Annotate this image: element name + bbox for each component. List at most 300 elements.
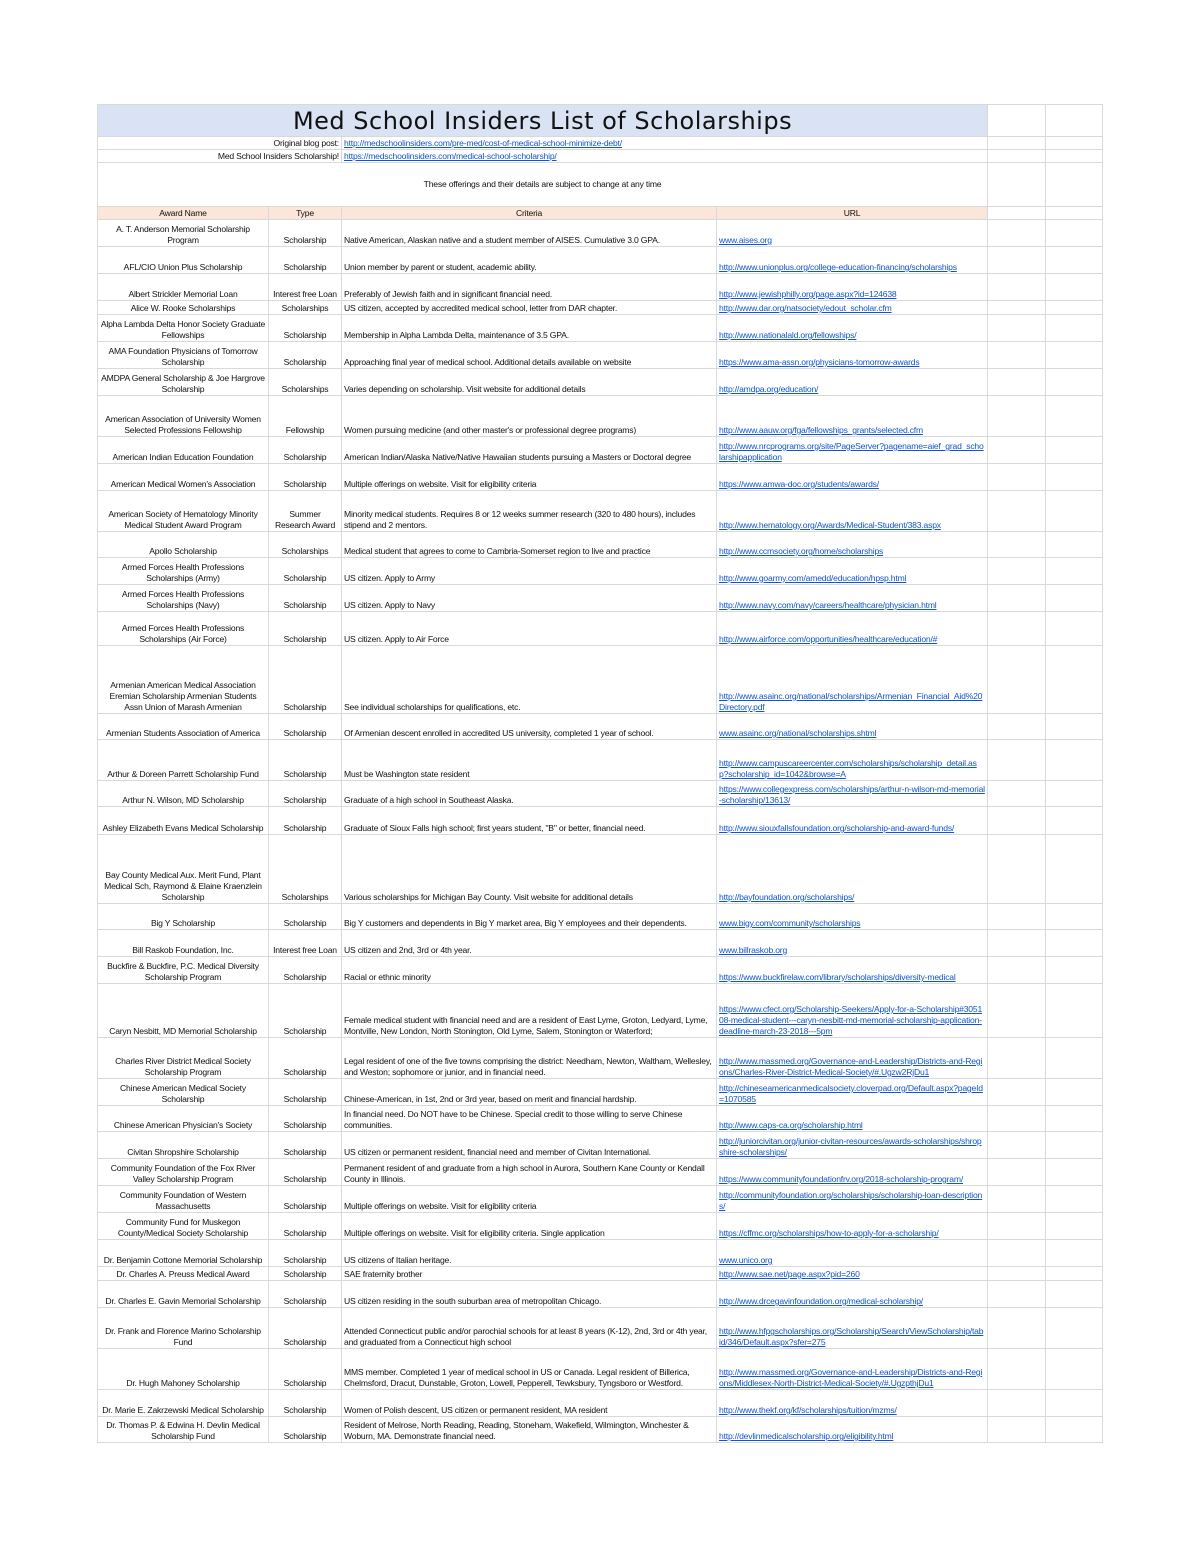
- award-name-cell: Dr. Charles A. Preuss Medical Award: [98, 1267, 269, 1281]
- url-cell: [717, 835, 988, 904]
- empty-cell: [1046, 930, 1103, 957]
- table-row: [98, 491, 1103, 532]
- empty-cell: [1046, 1417, 1103, 1443]
- empty-cell: [988, 807, 1046, 835]
- empty-cell: [1046, 1159, 1103, 1186]
- table-row: [98, 612, 1103, 646]
- criteria-cell: See individual scholarships for qualifications, etc.: [342, 646, 717, 714]
- table-row: [98, 740, 1103, 781]
- scholarship-table: [97, 104, 1103, 1443]
- empty-cell: [1046, 1390, 1103, 1417]
- scholarship-sheet: [97, 104, 1102, 1443]
- empty-cell: [1046, 301, 1103, 315]
- url-cell: [717, 369, 988, 396]
- table-row: [98, 558, 1103, 585]
- empty-cell: [1046, 781, 1103, 807]
- scholarship-url-link[interactable]: http://www.campuscareercenter.com/scholarships/scholarship_detail.asp?scholarship_id=1042&browse=A: [719, 758, 977, 779]
- criteria-cell: Resident of Melrose, North Reading, Reading, Stoneham, Wakefield, Wilmington, Winchester & Woburn, MA. Demonstrate financial need.: [342, 1417, 717, 1443]
- scholarship-url-link[interactable]: https://www.buckfirelaw.com/library/scholarships/diversity-medical: [719, 972, 956, 982]
- empty-cell: [1046, 247, 1103, 274]
- scholarship-url-link[interactable]: http://www.goarmy.com/amedd/education/hpsp.html: [719, 573, 907, 583]
- award-name-cell: Community Fund for Muskegon County/Medical Society Scholarship: [98, 1213, 269, 1240]
- criteria-cell: Approaching final year of medical school. Additional details available on website: [342, 342, 717, 369]
- empty-cell: [988, 1349, 1046, 1390]
- criteria-cell: In financial need. Do NOT have to be Chinese. Special credit to those willing to serve Chinese communities.: [342, 1106, 717, 1132]
- empty-cell: [988, 342, 1046, 369]
- type-cell: Scholarship: [269, 1281, 342, 1308]
- type-cell: Scholarship: [269, 558, 342, 585]
- scholarship-url-link[interactable]: www.bigy.com/community/scholarships: [719, 918, 861, 928]
- type-cell: Scholarship: [269, 220, 342, 247]
- table-row: [98, 807, 1103, 835]
- scholarship-url-link[interactable]: http://www.drcegavinfoundation.org/medical-scholarship/: [719, 1296, 923, 1306]
- award-name-cell: Bay County Medical Aux. Merit Fund, Plant Medical Sch, Raymond & Elaine Kraenzlein Scholarship: [98, 835, 269, 904]
- empty-cell: [1046, 646, 1103, 714]
- criteria-cell: SAE fraternity brother: [342, 1267, 717, 1281]
- empty-cell: [988, 220, 1046, 247]
- criteria-cell: Women pursuing medicine (and other master's or professional degree programs): [342, 396, 717, 437]
- url-cell: [717, 342, 988, 369]
- empty-cell: [1046, 1281, 1103, 1308]
- criteria-cell: Union member by parent or student, academic ability.: [342, 247, 717, 274]
- criteria-cell: US citizen. Apply to Navy: [342, 585, 717, 612]
- table-row: [98, 585, 1103, 612]
- url-cell: [717, 315, 988, 342]
- scholarship-url-link[interactable]: http://bayfoundation.org/scholarships/: [719, 892, 855, 902]
- empty-cell: [1046, 491, 1103, 532]
- table-row: [98, 1417, 1103, 1443]
- table-row: [98, 1132, 1103, 1159]
- empty-cell: [988, 315, 1046, 342]
- table-row: [98, 1281, 1103, 1308]
- scholarship-url-link[interactable]: http://www.caps-ca.org/scholarship.html: [719, 1120, 863, 1130]
- award-name-cell: Arthur & Doreen Parrett Scholarship Fund: [98, 740, 269, 781]
- table-row: [98, 646, 1103, 714]
- table-row: [98, 301, 1103, 315]
- empty-cell: [1046, 315, 1103, 342]
- empty-cell: [1046, 957, 1103, 984]
- type-cell: Scholarship: [269, 342, 342, 369]
- empty-cell: [1046, 612, 1103, 646]
- empty-cell: [988, 1132, 1046, 1159]
- url-cell: [717, 1349, 988, 1390]
- award-name-cell: Chinese American Medical Society Scholarship: [98, 1079, 269, 1106]
- table-row: [98, 781, 1103, 807]
- type-cell: Scholarship: [269, 740, 342, 781]
- table-row: [98, 835, 1103, 904]
- empty-cell: [988, 1417, 1046, 1443]
- url-cell: [717, 957, 988, 984]
- type-cell: Interest free Loan: [269, 274, 342, 301]
- criteria-cell: Various scholarships for Michigan Bay County. Visit website for additional details: [342, 835, 717, 904]
- table-row: [98, 957, 1103, 984]
- type-cell: Scholarship: [269, 315, 342, 342]
- award-name-cell: American Society of Hematology Minority Medical Student Award Program: [98, 491, 269, 532]
- scholarship-url-link[interactable]: http://www.massmed.org/Governance-and-Leadership/Districts-and-Regions/Middlesex-North-District-Medical-Society/#.UgzpthjDu1: [719, 1367, 983, 1388]
- empty-cell: [1046, 984, 1103, 1038]
- award-name-cell: Alpha Lambda Delta Honor Society Graduate Fellowships: [98, 315, 269, 342]
- empty-cell: [988, 247, 1046, 274]
- empty-cell: [988, 1159, 1046, 1186]
- empty-cell: [988, 1038, 1046, 1079]
- scholarship-url-link[interactable]: http://amdpa.org/education/: [719, 384, 819, 394]
- empty-cell: [988, 437, 1046, 464]
- criteria-cell: Native American, Alaskan native and a student member of AISES. Cumulative 3.0 GPA.: [342, 220, 717, 247]
- criteria-cell: US citizen or permanent resident, financial need and member of Civitan International.: [342, 1132, 717, 1159]
- table-row: [98, 1038, 1103, 1079]
- scholarship-url-link[interactable]: http://www.massmed.org/Governance-and-Leadership/Districts-and-Regions/Charles-River-District-Medical-Society/#.Ugzw2RjDu1: [719, 1056, 983, 1077]
- table-row: [98, 1213, 1103, 1240]
- url-cell: [717, 301, 988, 315]
- scholarship-url-link[interactable]: http://www.siouxfallsfoundation.org/scholarship-and-award-funds/: [719, 823, 955, 833]
- title-row: [98, 105, 1103, 137]
- scholarship-url-link[interactable]: www.billraskob.org: [719, 945, 788, 955]
- empty-cell: [1046, 1186, 1103, 1213]
- award-name-cell: Community Foundation of Western Massachusetts: [98, 1186, 269, 1213]
- url-cell: [717, 612, 988, 646]
- url-cell: [717, 1308, 988, 1349]
- empty-cell: [988, 835, 1046, 904]
- empty-cell: [988, 612, 1046, 646]
- award-name-cell: AMA Foundation Physicians of Tomorrow Scholarship: [98, 342, 269, 369]
- criteria-cell: Must be Washington state resident: [342, 740, 717, 781]
- criteria-cell: Graduate of a high school in Southeast Alaska.: [342, 781, 717, 807]
- url-cell: [717, 930, 988, 957]
- empty-cell: [1046, 1079, 1103, 1106]
- url-cell: [717, 646, 988, 714]
- award-name-cell: American Indian Education Foundation: [98, 437, 269, 464]
- award-name-cell: Caryn Nesbitt, MD Memorial Scholarship: [98, 984, 269, 1038]
- award-name-cell: Dr. Charles E. Gavin Memorial Scholarship: [98, 1281, 269, 1308]
- criteria-cell: US citizen, accepted by accredited medical school, letter from DAR chapter.: [342, 301, 717, 315]
- table-row: [98, 274, 1103, 301]
- award-name-cell: Armenian American Medical Association Eremian Scholarship Armenian Students Assn Union of Marash Armenian: [98, 646, 269, 714]
- table-row: [98, 714, 1103, 740]
- table-row: [98, 930, 1103, 957]
- table-row: [98, 1390, 1103, 1417]
- url-cell: [717, 1159, 988, 1186]
- url-cell: [717, 740, 988, 781]
- scholarship-url-link[interactable]: http://www.hematology.org/Awards/Medical-Student/383.aspx: [719, 520, 941, 530]
- type-cell: Scholarship: [269, 1417, 342, 1443]
- header-type: Type: [269, 207, 342, 220]
- empty-cell: [988, 274, 1046, 301]
- header-url: URL: [717, 207, 988, 220]
- type-cell: Scholarship: [269, 1106, 342, 1132]
- type-cell: Summer Research Award: [269, 491, 342, 532]
- scholarship-url-link[interactable]: http://communityfoundation.org/scholarships/scholarship-loan-descriptions/: [719, 1190, 983, 1211]
- empty-cell: [1046, 342, 1103, 369]
- url-cell: [717, 558, 988, 585]
- scholarship-url-link[interactable]: http://www.asainc.org/national/scholarships/Armenian_Financial_Aid%20Directory.pdf: [719, 691, 983, 712]
- award-name-cell: Armenian Students Association of America: [98, 714, 269, 740]
- type-cell: Scholarship: [269, 1159, 342, 1186]
- award-name-cell: Armed Forces Health Professions Scholarships (Army): [98, 558, 269, 585]
- table-row: [98, 1267, 1103, 1281]
- scholarship-url-link[interactable]: https://cffmc.org/scholarships/how-to-apply-for-a-scholarship/: [719, 1228, 939, 1238]
- type-cell: Interest free Loan: [269, 930, 342, 957]
- criteria-cell: US citizen. Apply to Army: [342, 558, 717, 585]
- url-cell: [717, 1390, 988, 1417]
- criteria-cell: Permanent resident of and graduate from a high school in Aurora, Southern Kane County or Kendall County in Illinois.: [342, 1159, 717, 1186]
- award-name-cell: AMDPA General Scholarship & Joe Hargrove Scholarship: [98, 369, 269, 396]
- url-cell: [717, 714, 988, 740]
- scholarship-url-link[interactable]: http://devlinmedicalscholarship.org/eligibility.html: [719, 1431, 894, 1441]
- notice-text: These offerings and their details are subject to change at any time: [98, 163, 988, 207]
- sheet-title: Med School Insiders List of Scholarships: [292, 107, 793, 135]
- scholarship-url-link[interactable]: http://www.nationalald.org/fellowships/: [719, 330, 857, 340]
- table-row: [98, 1106, 1103, 1132]
- award-name-cell: Arthur N. Wilson, MD Scholarship: [98, 781, 269, 807]
- url-cell: [717, 1240, 988, 1267]
- empty-cell: [1046, 1106, 1103, 1132]
- scholarship-url-link[interactable]: http://chineseamericanmedicalsociety.cloverpad.org/Default.aspx?pageId=1070585: [719, 1083, 983, 1104]
- empty-cell: [1046, 532, 1103, 558]
- award-name-cell: Bill Raskob Foundation, Inc.: [98, 930, 269, 957]
- award-name-cell: Apollo Scholarship: [98, 532, 269, 558]
- scholarship-url-link[interactable]: http://www.unionplus.org/college-education-financing/scholarships: [719, 262, 957, 272]
- award-name-cell: Dr. Benjamin Cottone Memorial Scholarship: [98, 1240, 269, 1267]
- criteria-cell: US citizens of Italian heritage.: [342, 1240, 717, 1267]
- empty-cell: [1046, 274, 1103, 301]
- criteria-cell: US citizen. Apply to Air Force: [342, 612, 717, 646]
- award-name-cell: Dr. Marie E. Zakrzewski Medical Scholarship: [98, 1390, 269, 1417]
- table-row: [98, 315, 1103, 342]
- award-name-cell: Armed Forces Health Professions Scholarships (Navy): [98, 585, 269, 612]
- empty-cell: [988, 957, 1046, 984]
- empty-cell: [988, 585, 1046, 612]
- table-row: [98, 904, 1103, 930]
- criteria-cell: American Indian/Alaska Native/Native Hawaiian students pursuing a Masters or Doctoral degree: [342, 437, 717, 464]
- scholarship-url-link[interactable]: http://www.navy.com/navy/careers/healthcare/physician.html: [719, 600, 937, 610]
- empty-cell: [988, 1390, 1046, 1417]
- criteria-cell: US citizen and 2nd, 3rd or 4th year.: [342, 930, 717, 957]
- criteria-cell: Attended Connecticut public and/or parochial schools for at least 8 years (K-12), 2nd, 3rd or 4th year, and graduated from a Connecticut high school: [342, 1308, 717, 1349]
- url-cell: [717, 1132, 988, 1159]
- type-cell: Scholarships: [269, 835, 342, 904]
- empty-cell: [988, 1106, 1046, 1132]
- url-cell: [717, 904, 988, 930]
- type-cell: Scholarship: [269, 247, 342, 274]
- award-name-cell: Armed Forces Health Professions Scholarships (Air Force): [98, 612, 269, 646]
- type-cell: Scholarship: [269, 714, 342, 740]
- type-cell: Scholarship: [269, 437, 342, 464]
- type-cell: Fellowship: [269, 396, 342, 437]
- empty-cell: [1046, 904, 1103, 930]
- type-cell: Scholarship: [269, 1038, 342, 1079]
- award-name-cell: Albert Strickler Memorial Loan: [98, 274, 269, 301]
- criteria-cell: Female medical student with financial need and are a resident of East Lyme, Groton, Ledyard, Lyme, Montville, New London, North Stonington, Old Lyme, Salem, Stonington or Waterford;: [342, 984, 717, 1038]
- scholarship-url-link[interactable]: http://www.aauw.org/fga/fellowships_grants/selected.cfm: [719, 425, 923, 435]
- empty-cell: [988, 301, 1046, 315]
- award-name-cell: Buckfire & Buckfire, P.C. Medical Diversity Scholarship Program: [98, 957, 269, 984]
- criteria-cell: Chinese-American, in 1st, 2nd or 3rd year, based on merit and financial hardship.: [342, 1079, 717, 1106]
- table-row: [98, 369, 1103, 396]
- empty-cell: [1046, 807, 1103, 835]
- url-cell: [717, 1038, 988, 1079]
- scholarship-url-link[interactable]: www.asainc.org/national/scholarships.shtml: [719, 728, 877, 738]
- scholarship-url-link[interactable]: http://www.ccmsociety.org/home/scholarships: [719, 546, 884, 556]
- empty-cell: [988, 904, 1046, 930]
- type-cell: Scholarship: [269, 1267, 342, 1281]
- type-cell: Scholarship: [269, 807, 342, 835]
- type-cell: Scholarship: [269, 1213, 342, 1240]
- scholarship-link[interactable]: https://medschoolinsiders.com/medical-school-scholarship/: [344, 151, 557, 161]
- scholarship-link-row: [98, 150, 1103, 163]
- award-name-cell: Big Y Scholarship: [98, 904, 269, 930]
- empty-cell: [988, 1213, 1046, 1240]
- table-row: [98, 1349, 1103, 1390]
- empty-cell: [1046, 1240, 1103, 1267]
- scholarship-url-link[interactable]: http://www.dar.org/natsociety/edout_scholar.cfm: [719, 303, 892, 313]
- empty-cell: [988, 369, 1046, 396]
- empty-cell: [1046, 714, 1103, 740]
- award-name-cell: AFL/CIO Union Plus Scholarship: [98, 247, 269, 274]
- scholarship-url-link[interactable]: www.unico.org: [719, 1255, 773, 1265]
- type-cell: Scholarship: [269, 1390, 342, 1417]
- table-row: [98, 1159, 1103, 1186]
- empty-cell: [988, 930, 1046, 957]
- scholarship-label: Med School Insiders Scholarship!: [98, 150, 342, 163]
- empty-cell: [1046, 1213, 1103, 1240]
- criteria-cell: Medical student that agrees to come to Cambria-Somerset region to live and practice: [342, 532, 717, 558]
- scholarship-url-link[interactable]: https://www.cfect.org/Scholarship-Seekers/Apply-for-a-Scholarship#305108-medical-student---caryn-nesbitt-md-memorial-scholarship-application-deadline-march-23-2018---5pm: [719, 1004, 983, 1036]
- empty-cell: [1046, 396, 1103, 437]
- header-row: [98, 207, 1103, 220]
- empty-cell: [988, 1267, 1046, 1281]
- criteria-cell: Women of Polish descent, US citizen or permanent resident, MA resident: [342, 1390, 717, 1417]
- scholarship-url-link[interactable]: http://juniorcivitan.org/junior-civitan-resources/awards-scholarships/shropshire-scholarships/: [719, 1136, 982, 1157]
- url-cell: [717, 984, 988, 1038]
- criteria-cell: Membership in Alpha Lambda Delta, maintenance of 3.5 GPA.: [342, 315, 717, 342]
- scholarship-url-link[interactable]: https://www.collegexpress.com/scholarships/arthur-n-wilson-md-memorial-scholarship/13613/: [719, 784, 985, 805]
- scholarship-url-link[interactable]: https://www.amwa-doc.org/students/awards/: [719, 479, 879, 489]
- empty-cell: [988, 646, 1046, 714]
- table-row: [98, 1240, 1103, 1267]
- url-cell: [717, 247, 988, 274]
- empty-cell: [988, 1308, 1046, 1349]
- award-name-cell: Civitan Shropshire Scholarship: [98, 1132, 269, 1159]
- url-cell: [717, 1267, 988, 1281]
- table-row: [98, 247, 1103, 274]
- criteria-cell: Graduate of Sioux Falls high school; first years student, "B" or better, financial need.: [342, 807, 717, 835]
- url-cell: [717, 1281, 988, 1308]
- url-cell: [717, 1417, 988, 1443]
- empty-cell: [988, 1281, 1046, 1308]
- criteria-cell: Multiple offerings on website. Visit for eligibility criteria. Single application: [342, 1213, 717, 1240]
- type-cell: Scholarship: [269, 1240, 342, 1267]
- type-cell: Scholarship: [269, 781, 342, 807]
- url-cell: [717, 274, 988, 301]
- empty-cell: [988, 491, 1046, 532]
- criteria-cell: Racial or ethnic minority: [342, 957, 717, 984]
- criteria-cell: Minority medical students. Requires 8 or 12 weeks summer research (320 to 480 hours), includes stipend and 2 mentors.: [342, 491, 717, 532]
- award-name-cell: Chinese American Physician's Society: [98, 1106, 269, 1132]
- criteria-cell: Of Armenian descent enrolled in accredited US university, completed 1 year of school.: [342, 714, 717, 740]
- type-cell: Scholarship: [269, 1186, 342, 1213]
- criteria-cell: Legal resident of one of the five towns comprising the district: Needham, Newton, Waltham, Wellesley, and Weston; sophomore or junior, and in financial need.: [342, 1038, 717, 1079]
- scholarship-url-link[interactable]: https://www.communityfoundationfrv.org/2018-scholarship-program/: [719, 1174, 964, 1184]
- award-name-cell: Ashley Elizabeth Evans Medical Scholarship: [98, 807, 269, 835]
- empty-cell: [988, 740, 1046, 781]
- criteria-cell: Multiple offerings on website. Visit for eligibility criteria: [342, 1186, 717, 1213]
- url-cell: [717, 1186, 988, 1213]
- url-cell: [717, 220, 988, 247]
- header-award-name: Award Name: [98, 207, 269, 220]
- type-cell: Scholarship: [269, 904, 342, 930]
- type-cell: Scholarship: [269, 1132, 342, 1159]
- type-cell: Scholarships: [269, 301, 342, 315]
- award-name-cell: Dr. Frank and Florence Marino Scholarship Fund: [98, 1308, 269, 1349]
- scholarship-url-link[interactable]: http://www.jewishphilly.org/page.aspx?id=124638: [719, 289, 897, 299]
- table-row: [98, 437, 1103, 464]
- type-cell: Scholarship: [269, 1308, 342, 1349]
- blog-post-row: [98, 137, 1103, 150]
- type-cell: Scholarship: [269, 1079, 342, 1106]
- award-name-cell: Dr. Thomas P. & Edwina H. Devlin Medical Scholarship Fund: [98, 1417, 269, 1443]
- url-cell: [717, 491, 988, 532]
- table-row: [98, 532, 1103, 558]
- table-row: [98, 1308, 1103, 1349]
- empty-cell: [988, 781, 1046, 807]
- empty-cell: [988, 396, 1046, 437]
- url-cell: [717, 396, 988, 437]
- empty-cell: [1046, 369, 1103, 396]
- type-cell: Scholarship: [269, 612, 342, 646]
- empty-cell: [1046, 1308, 1103, 1349]
- url-cell: [717, 781, 988, 807]
- scholarship-url-link[interactable]: http://www.nrcprograms.org/site/PageServer?pagename=aief_grad_scholarshipapplication: [719, 441, 984, 462]
- url-cell: [717, 807, 988, 835]
- type-cell: Scholarship: [269, 646, 342, 714]
- blog-post-link[interactable]: http://medschoolinsiders.com/pre-med/cost-of-medical-school-minimize-debt/: [344, 138, 622, 148]
- empty-cell: [1046, 585, 1103, 612]
- url-cell: [717, 532, 988, 558]
- scholarship-url-link[interactable]: www.aises.org: [719, 235, 772, 245]
- scholarship-url-link[interactable]: https://www.ama-assn.org/physicians-tomorrow-awards: [719, 357, 920, 367]
- empty-cell: [1046, 1132, 1103, 1159]
- scholarship-url-link[interactable]: http://www.thekf.org/kf/scholarships/tuition/mzms/: [719, 1405, 897, 1415]
- criteria-cell: US citizen residing in the south suburban area of metropolitan Chicago.: [342, 1281, 717, 1308]
- url-cell: [717, 585, 988, 612]
- table-row: [98, 396, 1103, 437]
- criteria-cell: Varies depending on scholarship. Visit website for additional details: [342, 369, 717, 396]
- type-cell: Scholarship: [269, 464, 342, 491]
- type-cell: Scholarships: [269, 369, 342, 396]
- empty-cell: [1046, 1038, 1103, 1079]
- empty-cell: [988, 984, 1046, 1038]
- empty-cell: [1046, 1267, 1103, 1281]
- url-cell: [717, 1213, 988, 1240]
- table-row: [98, 464, 1103, 491]
- empty-cell: [1046, 740, 1103, 781]
- empty-cell: [1046, 558, 1103, 585]
- type-cell: Scholarship: [269, 957, 342, 984]
- empty-cell: [1046, 835, 1103, 904]
- scholarship-url-link[interactable]: http://www.airforce.com/opportunities/healthcare/education/#: [719, 634, 938, 644]
- criteria-cell: Multiple offerings on website. Visit for eligibility criteria: [342, 464, 717, 491]
- type-cell: Scholarship: [269, 1349, 342, 1390]
- url-cell: [717, 464, 988, 491]
- scholarship-url-link[interactable]: http://www.hfpgscholarships.org/Scholarship/Search/ViewScholarship/tabid/346/Default.aspx?sfer=275: [719, 1326, 984, 1347]
- criteria-cell: Preferably of Jewish faith and in significant financial need.: [342, 274, 717, 301]
- scholarship-url-link[interactable]: http://www.sae.net/page.aspx?pid=260: [719, 1269, 860, 1279]
- award-name-cell: American Medical Women's Association: [98, 464, 269, 491]
- award-name-cell: Alice W. Rooke Scholarships: [98, 301, 269, 315]
- table-row: [98, 1186, 1103, 1213]
- criteria-cell: MMS member. Completed 1 year of medical school in US or Canada. Legal resident of Billerica, Chelmsford, Dracut, Dunstable, Groton, Lowell, Pepperell, Tewksbury, Tyngsboro or Westford.: [342, 1349, 717, 1390]
- empty-cell: [1046, 437, 1103, 464]
